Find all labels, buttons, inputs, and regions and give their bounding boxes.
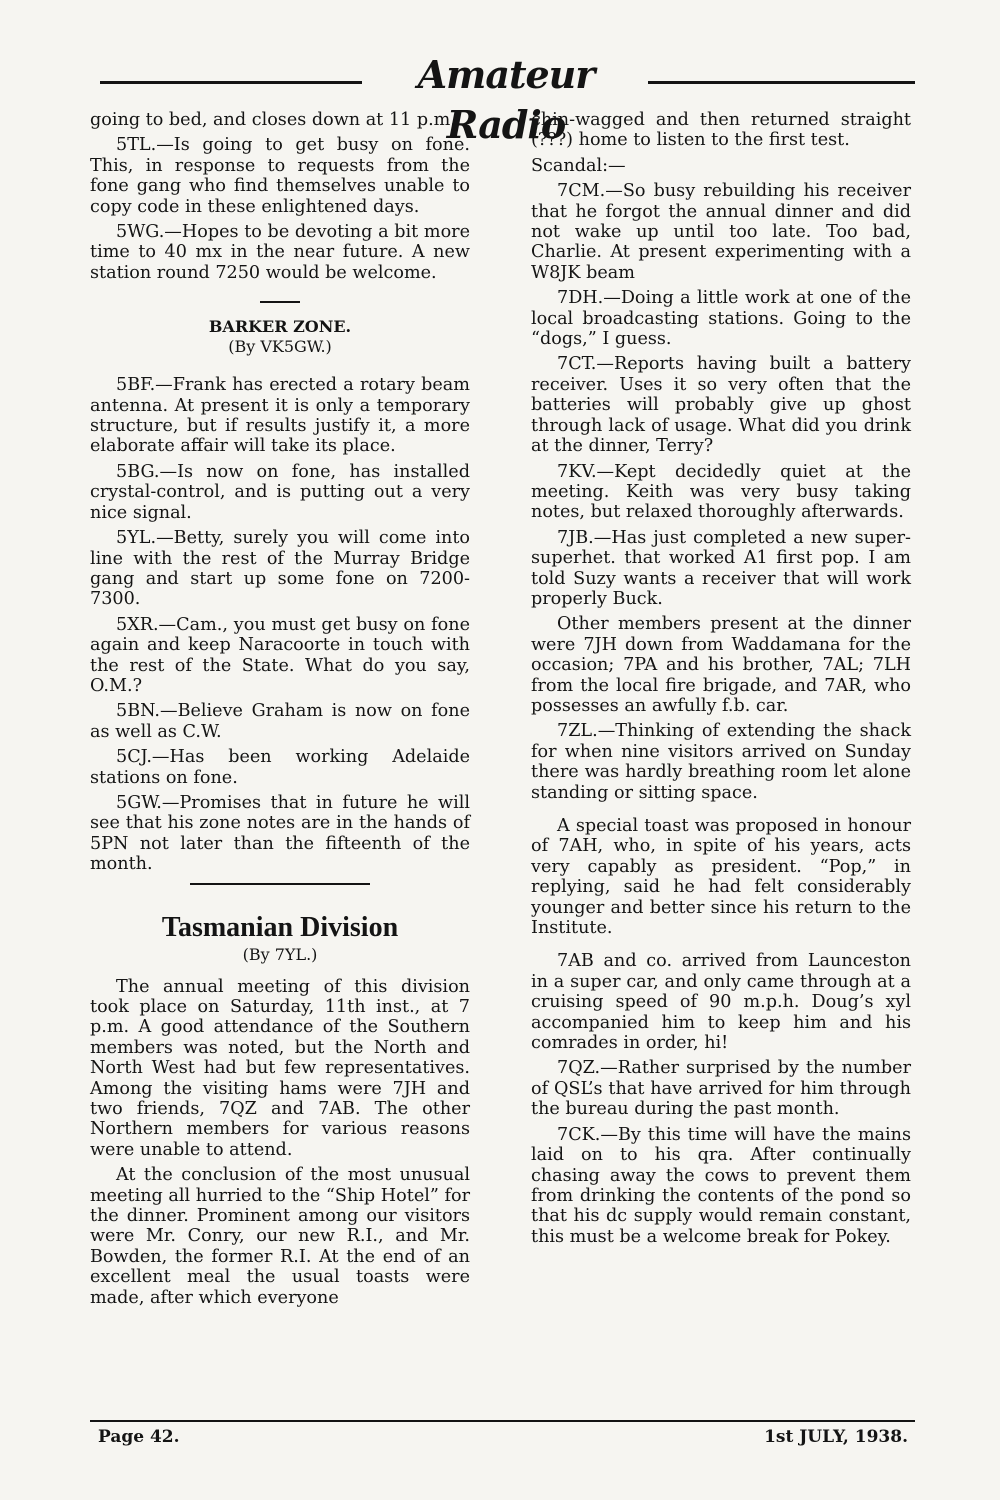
paragraph: 5TL.—Is going to get busy on fone. This, in response to requests from the fone gang who find themselves unable to copy code in these enlightened days. (90, 135, 470, 217)
paragraph: 7CK.—By this time will have the mains laid on to his qra. After continually chasing away the cows to prevent them from drinking the contents of the pond so that his dc supply would remain constant, this must be a welcome break for Pokey. (531, 1124, 911, 1247)
masthead-rule-left (100, 81, 362, 84)
paragraph: 5BG.—Is now on fone, has installed crystal-control, and is putting out a very nice signal. (90, 461, 470, 523)
paragraph: A special toast was proposed in honour of 7AH, who, in spite of his years, acts very capably as president. “Pop,” in replying, said he had felt considerably younger and better since his return to the Institute. (531, 816, 911, 939)
zone-heading: BARKER ZONE. (208, 317, 352, 337)
paragraph: 5YL.—Betty, surely you will come into line with the rest of the Murray Bridge gang and start up some fone on 7200-7300. (90, 528, 470, 610)
paragraph: 5GW.—Promises that in future he will see that his zone notes are in the hands of 5PN not later than the fifteenth of the month. (90, 792, 470, 875)
paragraph: 5BF.—Frank has erected a rotary beam antenna. At present it is only a temporary structure, but if results justify it, a more elaborate affair will take its place. (90, 375, 470, 457)
paragraph: 7KV.—Kept decidedly quiet at the meeting. Keith was very busy taking notes, but relaxed thoroughly afterwards. (531, 461, 911, 523)
page-number: Page 42. (98, 1427, 180, 1447)
section-divider (190, 883, 370, 885)
zone-byline: (By VK5GW.) (228, 337, 332, 357)
paragraph: At the conclusion of the most unusual meeting all hurried to the “Ship Hotel” for the dinner. Prominent among our visitors were Mr. Conry, our new R.I., and Mr. Bowden, the former R.I. At the end of an excellent meal the usual toasts were made, after which everyone (90, 1165, 470, 1308)
paragraph: 7DH.—Doing a little work at one of the local broadcasting stations. Going to the “dogs,” I guess. (531, 288, 911, 350)
masthead-rule-right (648, 81, 915, 84)
paragraph: 7ZL.—Thinking of extending the shack for when nine visitors arrived on Sunday there was hardly breathing room let alone standing or sitting space. (531, 721, 911, 803)
paragraph: 7AB and co. arrived from Launceston in a super car, and only came through at a cruising speed of 90 m.p.h. Doug’s xyl accompanied him to keep him and his comrades in order, hi! (531, 951, 911, 1054)
paragraph: 7CM.—So busy rebuilding his receiver that he forgot the annual dinner and did not wake up until too late. Too bad, Charlie. At present experimenting with a W8JK beam (531, 181, 911, 283)
masthead-title: Amateur Radio (417, 52, 595, 147)
paragraph: Other members present at the dinner were 7JH down from Waddamana for the occasion; 7PA and his brother, 7AL; 7LH from the local fire brigade, and 7AR, who possesses an awfully f.b. car. (531, 614, 911, 716)
section-divider (260, 301, 300, 303)
spacer (531, 808, 911, 816)
division-heading: Tasmanian Division (161, 911, 399, 943)
paragraph: 7CT.—Reports having built a battery receiver. Uses it so very often that the batteries will probably give up ghost through lack of usage. What did you drink at the dinner, Terry? (531, 354, 911, 457)
spacer (531, 943, 911, 951)
division-byline: (By 7YL.) (242, 944, 318, 964)
paragraph: chin-wagged and then returned straight (???) home to listen to the first test. (531, 110, 911, 151)
paragraph: going to bed, and closes down at 11 p.m. (90, 110, 456, 130)
paragraph: The annual meeting of this division took place on Saturday, 11th inst., at 7 p.m. A good attendance of the Southern members was noted, but the North and North West had but few representatives. Among the visiting hams were 7JH and two friends, 7QZ and 7AB. The other Northern members for various reasons were unable to attend. (90, 976, 470, 1160)
footer-rule (90, 1420, 915, 1422)
paragraph: 5WG.—Hopes to be devoting a bit more time to 40 mx in the near future. A new station round 7250 would be welcome. (90, 222, 470, 283)
right-column (531, 110, 911, 1252)
left-column (90, 110, 470, 1313)
paragraph: Scandal:— (531, 155, 626, 176)
issue-date: 1st JULY, 1938. (764, 1427, 908, 1447)
paragraph: 5BN.—Believe Graham is now on fone as well as C.W. (90, 701, 470, 742)
paragraph: 5CJ.—Has been working Adelaide stations on fone. (90, 747, 470, 788)
paragraph: 7JB.—Has just completed a new super-superhet. that worked A1 first pop. I am told Suzy wants a receiver that will work properly Buck. (531, 527, 911, 609)
paragraph: 5XR.—Cam., you must get busy on fone again and keep Naracoorte in touch with the rest of the State. What do you say, O.M.? (90, 614, 470, 696)
paragraph: 7QZ.—Rather surprised by the number of QSL’s that have arrived for him through the bureau during the past month. (531, 1058, 911, 1120)
